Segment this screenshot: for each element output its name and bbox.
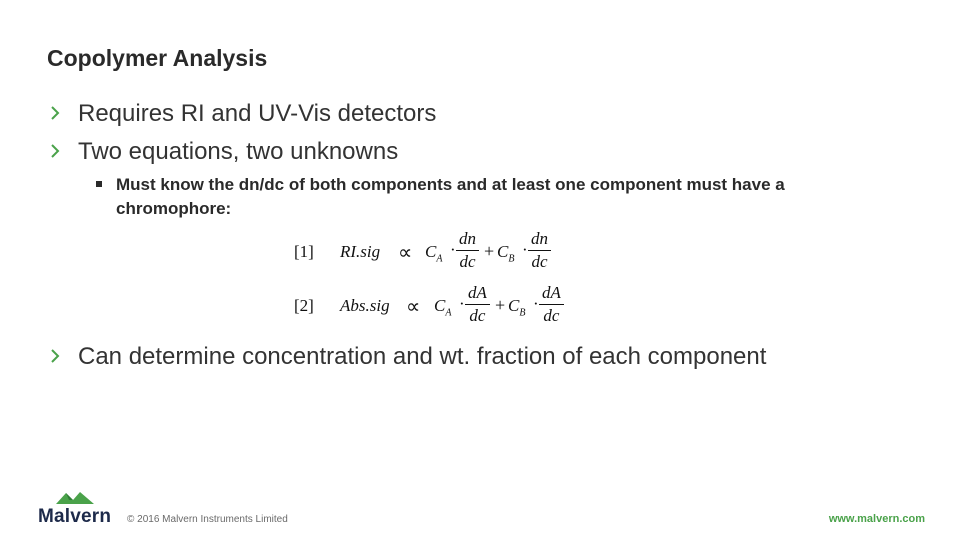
multiply-dot: · <box>459 294 465 313</box>
equation-ri <box>292 228 592 278</box>
slide-title: Copolymer Analysis <box>47 45 268 71</box>
bullet-text: Can determine concentration and wt. fraction of each component <box>78 343 767 370</box>
square-bullet-icon <box>96 181 102 187</box>
equation-abs <box>292 282 592 332</box>
bullet-text: Two equations, two unknowns <box>78 138 399 165</box>
plus-sign: + <box>484 241 495 261</box>
concentration-a: $C_A$ <box>425 242 443 265</box>
concentration-a: $C_A$ <box>434 296 452 319</box>
proportional-symbol: ∝ <box>398 242 413 264</box>
fraction-da-dc-a: $\frac{dA}{dc}$ <box>465 282 490 327</box>
plus-sign: + <box>495 295 506 315</box>
malvern-logo <box>38 490 118 530</box>
equation-number: [1] <box>294 242 314 261</box>
multiply-dot: · <box>533 294 539 313</box>
equation-signal: RI.sig <box>340 242 381 261</box>
website-link[interactable]: www.malvern.com <box>828 513 925 525</box>
chevron-right-icon <box>48 104 62 122</box>
equation-number: [2] <box>294 296 314 315</box>
fraction-dn-dc-b: $\frac{dn}{dc}$ <box>528 228 551 273</box>
multiply-dot: · <box>522 240 528 259</box>
equation-signal: Abs.sig <box>340 296 390 315</box>
copyright-text: © 2016 Malvern Instruments Limited <box>127 514 288 525</box>
sub-bullet-item <box>96 173 856 221</box>
concentration-b: $C_B$ <box>508 296 526 319</box>
fraction-dn-dc-a: $\frac{dn}{dc}$ <box>456 228 479 273</box>
bullet-text: Requires RI and UV-Vis detectors <box>78 100 437 127</box>
multiply-dot: · <box>450 240 456 259</box>
logo-wordmark: Malvern <box>38 506 112 527</box>
concentration-b: $C_B$ <box>497 242 515 265</box>
proportional-symbol: ∝ <box>406 296 421 318</box>
malvern-mountain-logo-icon <box>56 490 96 506</box>
sub-bullet-text: Must know the dn/dc of both components and at least one component must have a chromophore: <box>116 175 785 218</box>
fraction-da-dc-b: $\frac{dA}{dc}$ <box>539 282 564 327</box>
chevron-right-icon <box>48 142 62 160</box>
chevron-right-icon <box>48 347 62 365</box>
